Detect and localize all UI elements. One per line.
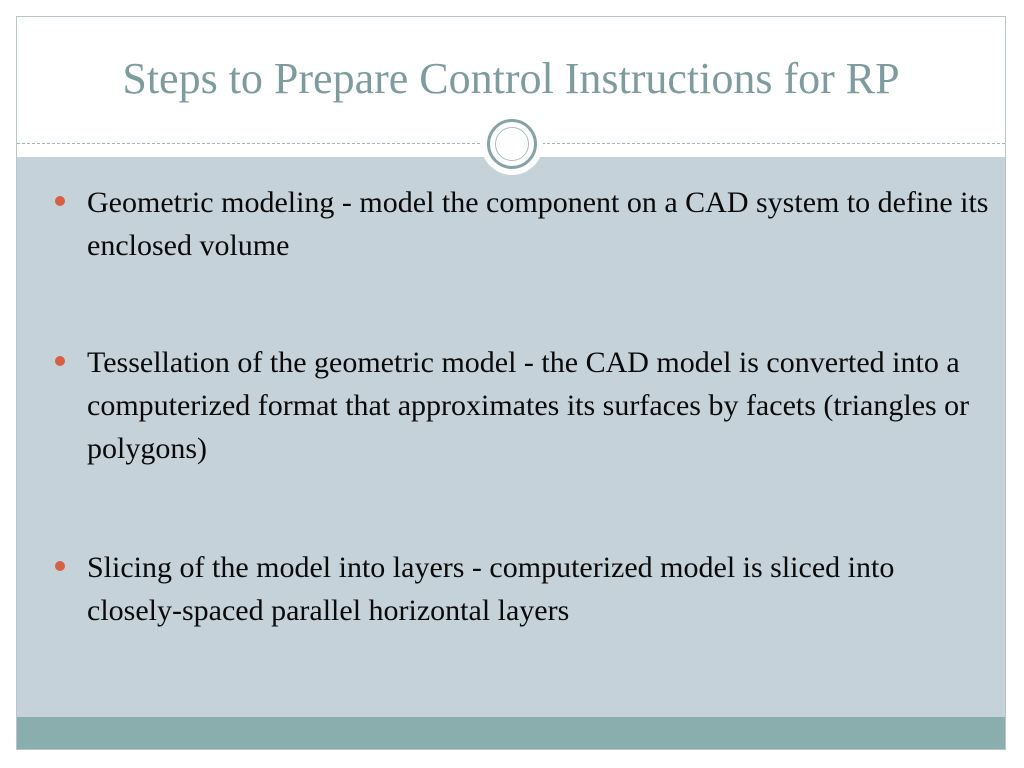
content-area (17, 157, 1005, 717)
bullet-dot-icon (55, 356, 65, 366)
footer-bar (17, 717, 1005, 750)
bullet-text: Geometric modeling - model the component on a CAD system to define its enclosed volume (87, 186, 989, 262)
bullet-dot-icon (55, 561, 65, 571)
bullet-item-slicing (49, 546, 989, 632)
bullet-dot-icon (55, 196, 65, 206)
bullet-text: Slicing of the model into layers - computerized model is sliced into closely-spaced parallel horizontal layers (87, 551, 895, 627)
bullet-item-geometric-modeling (49, 181, 989, 267)
inner-ring-icon (495, 127, 529, 161)
bullet-text: Tessellation of the geometric model - the CAD model is converted into a computerized format that approximates its surfaces by facets (triangles or polygons) (87, 346, 970, 465)
bullet-list (49, 181, 989, 632)
slide (16, 16, 1006, 750)
slide-title: Steps to Prepare Control Instructions for RP (122, 54, 900, 103)
bullet-item-tessellation (49, 341, 989, 470)
